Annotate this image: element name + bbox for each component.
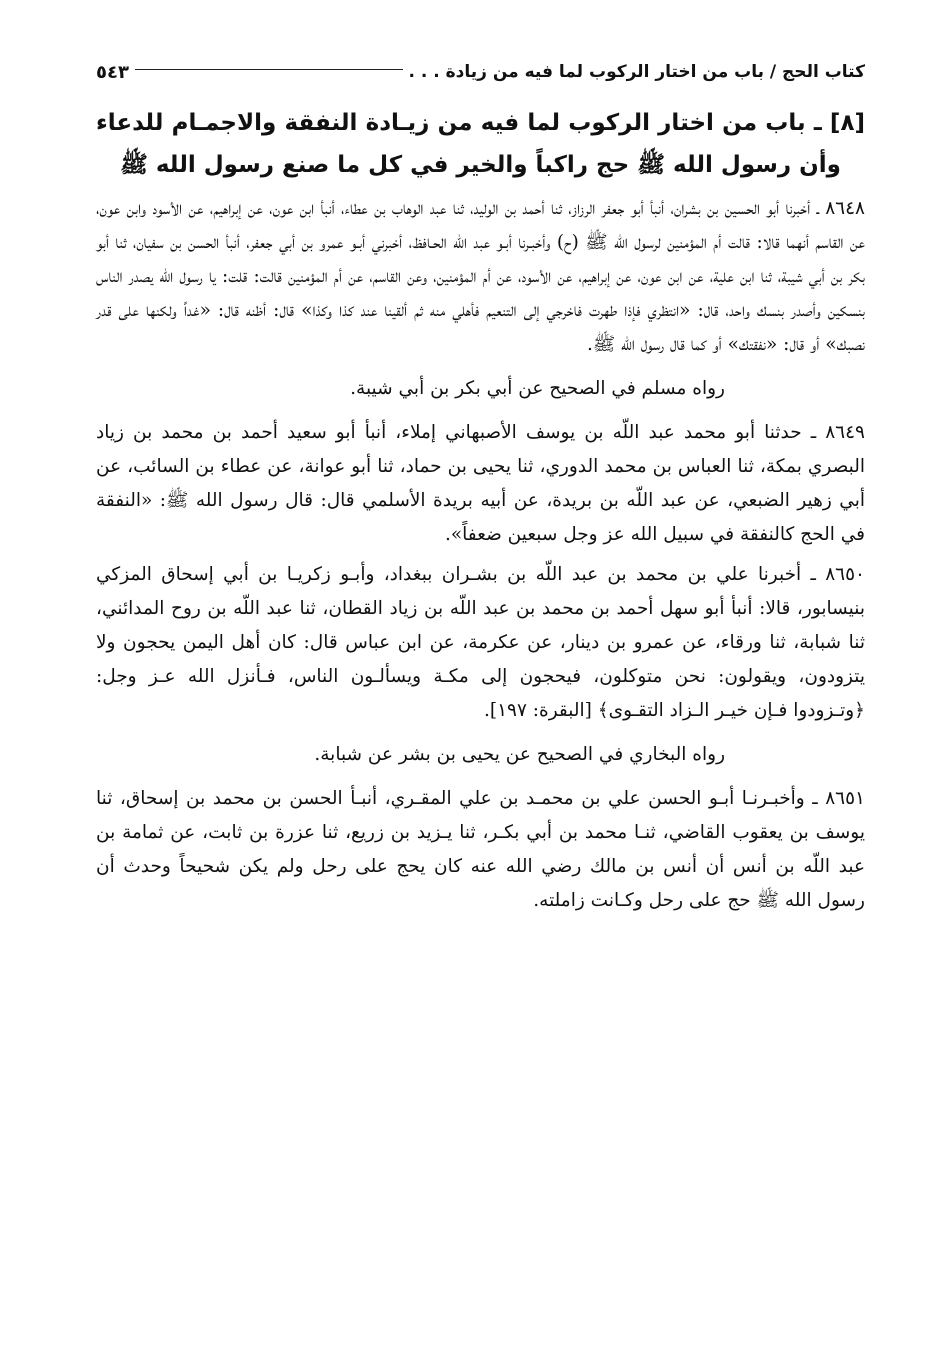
hadith-8650 bbox=[96, 558, 865, 728]
hadith-8648 bbox=[96, 192, 865, 362]
hadith-text: ـ أخبرنا علي بن محمد بن عبد اللّه بن بشـران ببغداد، وأبـو زكريـا بن أبي إسحاق المزكي بنيسابور، قالا: أنبأ أبو سهل أحمد بن محمد بن عبد اللّه بن زياد القطان، ثنا عبد اللّه بن روح المدائني، ثنا شبابة، ثنا ورقاء، عن عمرو بن دينار، عن عكرمة، عن ابن عباس قال: كان أهل اليمن يحجون ولا يتزودون، ويقولون: نحن متوكلون، فيحجون إلى مكـة ويسألـون الناس، فـأنزل الله عـز وجل: ﴿وتـزودوا فـإن خيـر الـزاد التقـوى﴾ [البقرة: ١٩٧]. bbox=[96, 564, 865, 721]
riwaya-note: رواه البخاري في الصحيح عن يحيى بن بشر عن شبابة. bbox=[314, 744, 725, 765]
hadith-number: ٨٦٥٠ bbox=[825, 564, 865, 585]
chapter-heading: [٨] ـ باب من اختار الركوب لما فيه من زيـادة النفقة والاجمـام للدعاء وأن رسول الله ﷺ حج راكباً والخير في كل ما صنع رسول الله ﷺ bbox=[96, 110, 865, 178]
page-number: ٥٤٣ bbox=[96, 61, 129, 83]
riwaya-note: رواه مسلم في الصحيح عن أبي بكر بن أبي شيبة. bbox=[350, 378, 725, 399]
hadith-number: ٨٦٤٨ bbox=[825, 198, 865, 219]
header-rule bbox=[135, 69, 403, 70]
hadith-text: ـ وأخبـرنـا أبـو الحسن علي بن محمـد بن علي المقـري، أنبـأ الحسن بن محمد بن إسحاق، ثنا يوسف بن يعقوب القاضي، ثنـا محمد بن أبي بكـر، ثنا يـزيد بن زريع، ثنا عزرة بن ثابت، عن ثمامة بن عبد اللّه بن أنس أن أنس بن مالك رضي الله عنه كان يحج على رحل ولم يكن شحيحاً وحدث أن رسول الله ﷺ حج على رحل وكـانت زاملته. bbox=[96, 788, 865, 911]
hadith-text: ـ حدثنا أبو محمد عبد اللّه بن يوسف الأصبهاني إملاء، أنبأ أبو سعيد أحمد بن محمد بن زياد البصري بمكة، ثنا العباس بن محمد الدوري، ثنا يحيى بن حماد، ثنا أبو عوانة، عن عطاء بن السائب، عن أبي زهير الضبعي، عن عبد اللّه بن بريدة، عن أبيه بريدة الأسلمي قال: قال رسول الله ﷺ: «النفقة في الحج كالنفقة في سبيل الله عز وجل سبعين ضعفاً». bbox=[96, 422, 866, 545]
hadith-8649 bbox=[96, 416, 865, 552]
hadith-number: ٨٦٤٩ bbox=[825, 422, 865, 443]
hadith-text: ـ أخبرنا أبو الحسين بن بشران، أنبأ أبو جعفر الرزاز، ثنا أحمد بن الوليد، ثنا عبد الوهاب بن عطاء، أنبأ ابن عون، عن إبراهيم، عن الأسود وابن عون، عن القاسم أنهما قالا: قالت أم المؤمنين لرسول الله ﷺ (ح) وأخبـرنا أبـو عبد اللّه الحـافظ، أخبرني أبـو عمرو بن أبي جعفر، أنبأ الحسن بن سفيان، ثنا أبو بكر بن أبي شيبة، ثنا ابن علية، عن ابن عون، عن إبراهيم، عن الأسود، عن أم المؤمنين، وعن القاسم، عن أم المؤمنين قالت: قلت: يا رسول الله يصدر الناس بنسكين وأصدر بنسك واحد، قال: «انتظري فإذا طهرت فاخرجي إلى التنعيم فأهلي منه ثم ألقينا عند كذا وكذا» قال: أظنه قال: «غداً ولكنها على قدر نصبك» أو قال: «نفقتك» أو كما قال رسول الله ﷺ. bbox=[96, 198, 865, 355]
hadith-number: ٨٦٥١ bbox=[825, 788, 865, 809]
hadith-8651 bbox=[96, 782, 865, 918]
running-header bbox=[96, 50, 865, 94]
page bbox=[96, 50, 865, 1332]
running-title: كتاب الحج / باب من اختار الركوب لما فيه من زيادة . . . bbox=[408, 62, 865, 82]
